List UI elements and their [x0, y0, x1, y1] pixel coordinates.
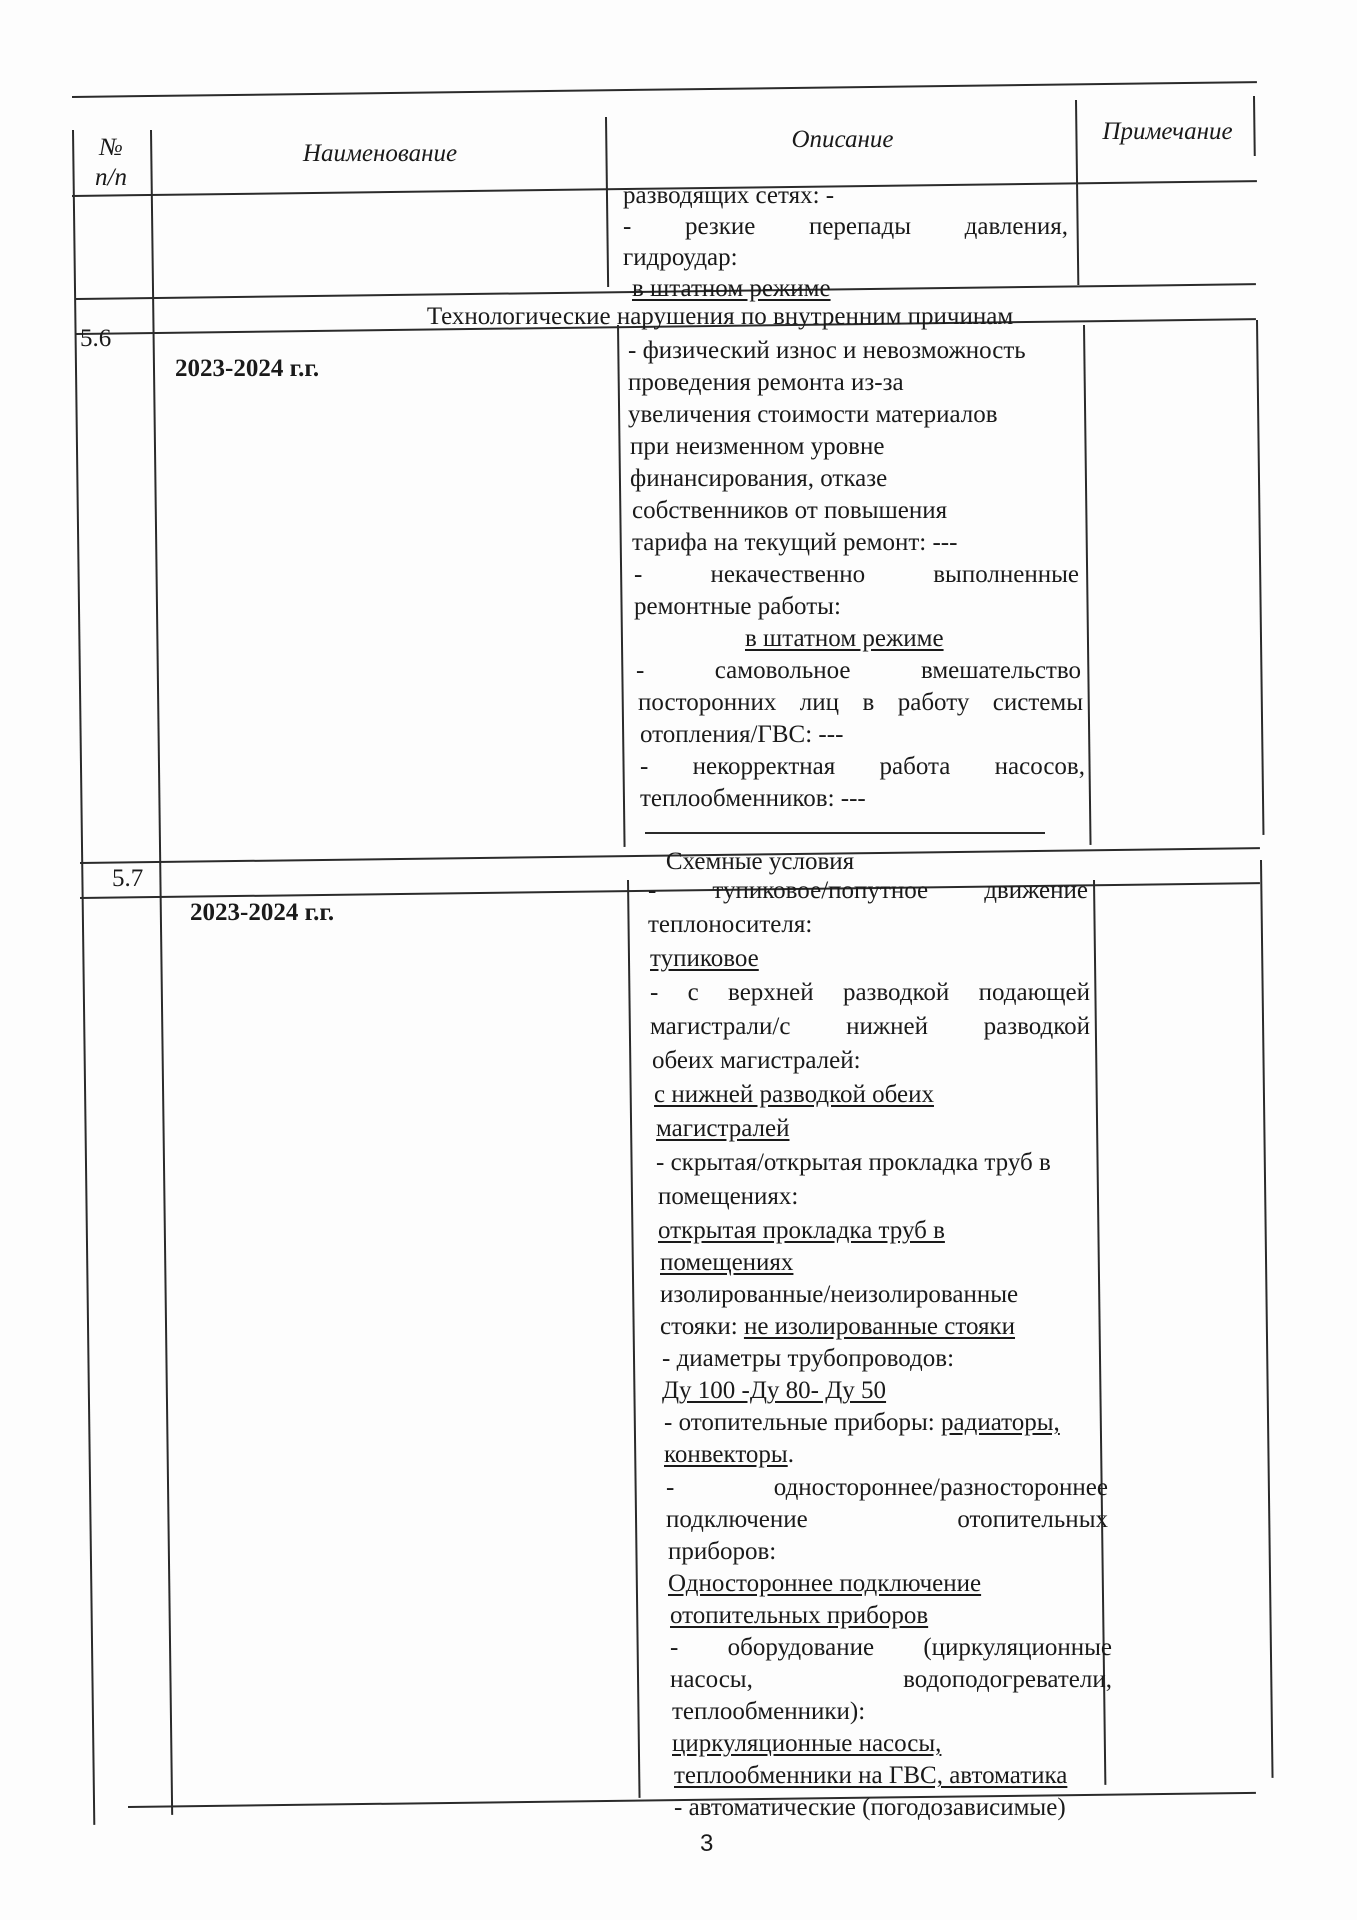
s57-desc-line: подключение отопительных	[666, 1506, 1108, 1533]
s57-desc-value: Ду 100 -Ду 80- Ду 50	[662, 1377, 887, 1404]
col-desc-left-border	[605, 117, 609, 287]
header-col-desc: Описание	[791, 126, 894, 153]
s56-number: 5.6	[80, 325, 112, 352]
s57-number: 5.7	[112, 865, 144, 892]
s57-desc-line: теплообменники):	[672, 1698, 866, 1725]
s57-desc-line: магистрали/с нижней разводкой	[650, 1013, 1090, 1040]
s57-risers-value: не изолированные стояки	[743, 1313, 1016, 1340]
s57-desc-line: изолированные/неизолированные	[660, 1281, 1019, 1308]
cont-desc-line: - резкие перепады давления,	[623, 213, 1068, 240]
s57-desc-value: магистралей	[656, 1115, 790, 1142]
s57-desc-value: открытая прокладка труб в	[658, 1217, 945, 1244]
s57-desc-value: циркуляционные насосы,	[672, 1730, 942, 1757]
s57-desc-line: - скрытая/открытая прокладка труб в	[656, 1149, 1051, 1176]
s57-desc-line	[660, 1311, 1100, 1343]
s56-desc-line: - физический износ и невозможность	[628, 337, 1026, 364]
s56-desc-line: теплообменников: ---	[640, 785, 866, 812]
s57-devices-period: .	[787, 1441, 794, 1468]
s57-desc-line: насосы, водоподогреватели,	[670, 1666, 1112, 1693]
col-desc-left-border	[627, 880, 641, 1798]
s56-desc-line: ремонтные работы:	[634, 593, 841, 620]
cont-desc-line: гидроудар:	[623, 244, 738, 271]
header-col-num-line1: №	[99, 134, 123, 161]
s57-desc-line: - оборудование (циркуляционные	[670, 1634, 1112, 1661]
s57-devices-value: конвекторы	[664, 1441, 788, 1468]
s57-devices-value: радиаторы,	[941, 1409, 1060, 1436]
col-desc-left-border	[617, 325, 626, 847]
table-top-border	[72, 81, 1257, 98]
s57-desc-value: тупиковое	[650, 945, 759, 972]
table-right-border	[1253, 96, 1256, 156]
s57-risers-label: стояки:	[660, 1313, 744, 1340]
table-right-border	[1260, 860, 1274, 1778]
s56-desc-line: - самовольное вмешательство	[636, 657, 1081, 684]
s56-desc-line: при неизменном уровне	[630, 433, 885, 460]
s56-desc-line: тарифа на текущий ремонт: ---	[632, 529, 958, 556]
s57-desc-line: помещениях:	[658, 1183, 799, 1210]
table-right-border	[1256, 320, 1264, 835]
cont-desc-status: в штатном режиме	[632, 275, 831, 302]
s57-desc-value: отопительных приборов	[670, 1602, 929, 1629]
s56-desc-status: в штатном режиме	[745, 625, 944, 652]
s57-desc-value: помещениях	[660, 1249, 794, 1276]
page-number: 3	[700, 1830, 714, 1857]
s56-period: 2023-2024 г.г.	[175, 355, 320, 382]
s56-desc-line: увеличения стоимости материалов	[628, 401, 998, 428]
s56-desc-line: собственников от повышения	[632, 497, 948, 524]
s57-desc-value: с нижней разводкой обеих	[654, 1081, 934, 1108]
s57-period: 2023-2024 г.г.	[190, 899, 335, 926]
s57-title: Схемные условия	[665, 848, 855, 875]
s57-devices-label: - отопительные приборы:	[664, 1409, 941, 1436]
s57-desc-value: теплообменники на ГВС, автоматика	[674, 1762, 1068, 1789]
s57-desc-line: - тупиковое/попутное движение	[648, 877, 1088, 904]
header-col-num	[80, 133, 142, 193]
s56-desc-line: проведения ремонта из-за	[628, 369, 904, 396]
s57-desc-value: Одностороннее подключение	[668, 1570, 982, 1597]
s56-desc-line: - некачественно выполненные	[634, 561, 1079, 588]
header-col-note: Примечание	[1102, 118, 1233, 145]
s57-desc-line: - с верхней разводкой подающей	[650, 979, 1090, 1006]
s57-desc-line: теплоносителя:	[648, 911, 813, 938]
s57-desc-line	[664, 1439, 1104, 1471]
s56-desc-line: посторонних лиц в работу системы	[638, 689, 1083, 716]
table-left-border	[72, 130, 95, 1825]
s57-desc-line: - автоматические (погодозависимые)	[674, 1794, 1066, 1821]
s57-desc-line	[664, 1407, 1109, 1439]
s57-desc-line: приборов:	[668, 1538, 777, 1565]
header-col-name: Наименование	[302, 140, 458, 167]
s56-title: Технологические нарушения по внутренним причинам	[426, 303, 1014, 330]
cell-bottom-rule	[645, 832, 1045, 834]
s57-desc-line: - диаметры трубопроводов:	[662, 1345, 955, 1372]
cont-desc-line: разводящих сетях: -	[623, 182, 835, 209]
s57-desc-line: обеих магистралей:	[652, 1047, 861, 1074]
s56-desc-line: финансирования, отказе	[630, 465, 888, 492]
header-col-num-line2: п/п	[95, 164, 127, 191]
col-name-left-border	[150, 130, 173, 1815]
s56-desc-line: отопления/ГВС: ---	[640, 721, 844, 748]
s56-desc-line: - некорректная работа насосов,	[640, 753, 1085, 780]
s57-desc-line: - одностороннее/разностороннее	[666, 1474, 1108, 1501]
col-note-left-border	[1075, 100, 1079, 285]
